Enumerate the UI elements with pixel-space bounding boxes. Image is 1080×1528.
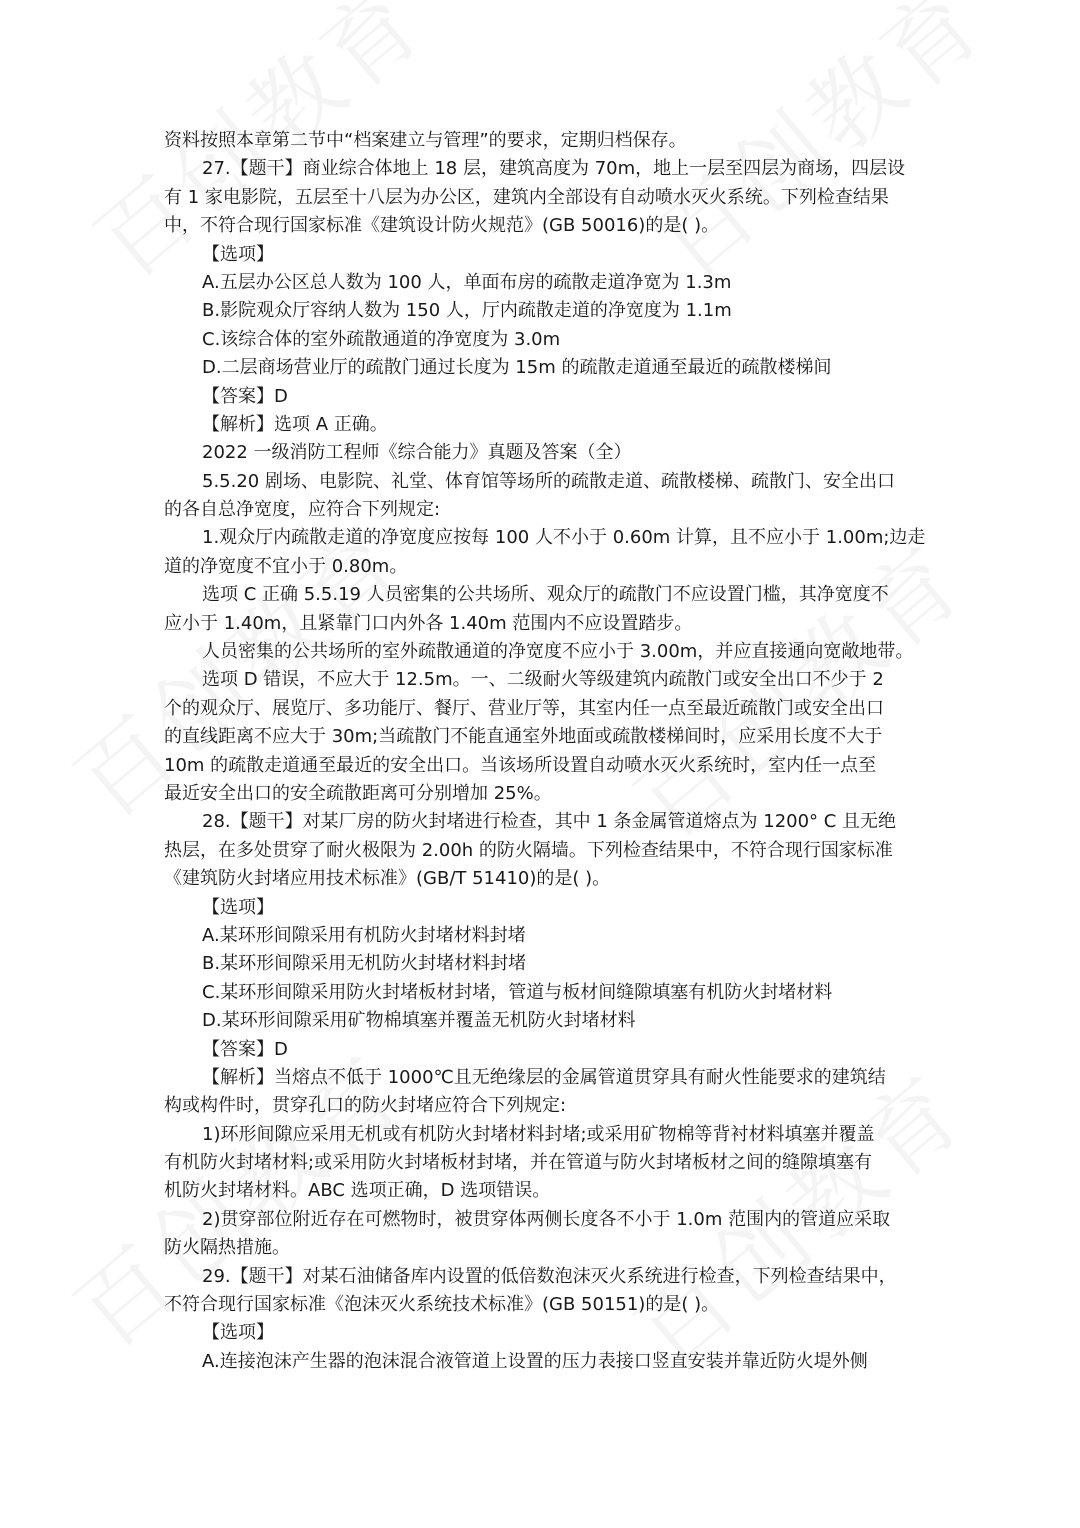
text-line: 29.【题干】对某石油储备库内设置的低倍数泡沫灭火系统进行检查，下列检查结果中， bbox=[202, 1265, 897, 1287]
text-line: 构或构件时，贯穿孔口的防火封堵应符合下列规定: bbox=[164, 1095, 567, 1117]
text-line: A.某环形间隙采用有机防火封堵材料封堵 bbox=[202, 924, 526, 946]
text-line: 1.观众厅内疏散走道的净宽度应按每 100 人不小于 0.60m 计算，且不应小于 1.00m;边走 bbox=[202, 527, 926, 549]
text-line: 《建筑防火封堵应用技术标准》(GB/T 51410)的是( )。 bbox=[164, 868, 611, 890]
text-line: 的各自总净宽度，应符合下列规定: bbox=[164, 499, 441, 521]
text-line: 不符合现行国家标准《泡沫灭火系统技术标准》(GB 50151)的是( )。 bbox=[164, 1294, 720, 1316]
text-line: B.影院观众厅容纳人数为 150 人，厅内疏散走道的净宽度为 1.1m bbox=[202, 300, 732, 322]
text-line: 27.【题干】商业综合体地上 18 层，建筑高度为 70m，地上一层至四层为商场，四层设 bbox=[202, 158, 906, 180]
text-line: 【选项】 bbox=[202, 243, 274, 265]
text-line: C.某环形间隙采用防火封堵板材封堵，管道与板材间缝隙填塞有机防火封堵材料 bbox=[202, 981, 833, 1003]
text-line: 【解析】选项 A 正确。 bbox=[202, 413, 388, 435]
text-line: 机防火封堵材料。ABC 选项正确，D 选项错误。 bbox=[164, 1180, 551, 1202]
text-line: 人员密集的公共场所的室外疏散通道的净宽度不应小于 3.00m，并应直接通向宽敞地带。 bbox=[202, 641, 914, 663]
text-line: 防火隔热措施。 bbox=[164, 1237, 290, 1259]
text-line: 【选项】 bbox=[202, 896, 274, 918]
text-line: 【解析】当熔点不低于 1000℃且无绝缘层的金属管道贯穿具有耐火性能要求的建筑结 bbox=[202, 1066, 886, 1088]
text-line: 选项 D 错误，不应大于 12.5m。一、二级耐火等级建筑内疏散门或安全出口不少于 2 bbox=[202, 669, 884, 691]
text-line: A.连接泡沫产生器的泡沫混合液管道上设置的压力表接口竖直安装并靠近防火堤外侧 bbox=[202, 1350, 868, 1372]
text-line: 中，不符合现行国家标准《建筑设计防火规范》(GB 50016)的是( )。 bbox=[164, 215, 720, 237]
text-line: D.二层商场营业厅的疏散门通过长度为 15m 的疏散走道通至最近的疏散楼梯间 bbox=[202, 357, 832, 379]
text-line: 应小于 1.40m，且紧靠门口内外各 1.40m 范围内不应设置踏步。 bbox=[164, 612, 693, 634]
text-line: 的直线距离不应大于 30m;当疏散门不能直通室外地面或疏散楼梯间时，应采用长度不大于 bbox=[164, 726, 883, 748]
text-line: 热层，在多处贯穿了耐火极限为 2.00h 的防火隔墙。下列检查结果中，不符合现行国家标准 bbox=[164, 839, 893, 861]
text-line: 1)环形间隙应采用无机或有机防火封堵材料封堵;或采用矿物棉等背衬材料填塞并覆盖 bbox=[202, 1123, 875, 1145]
text-line: 道的净宽度不宜小于 0.80m。 bbox=[164, 555, 408, 577]
text-line: 有 1 家电影院，五层至十八层为办公区，建筑内全部设有自动喷水灭火系统。下列检查结果 bbox=[164, 186, 889, 208]
text-line: 10m 的疏散走道通至最近的安全出口。当该场所设置自动喷水灭火系统时，室内任一点至 bbox=[164, 754, 877, 776]
text-line: B.某环形间隙采用无机防火封堵材料封堵 bbox=[202, 953, 527, 975]
text-line: A.五层办公区总人数为 100 人，单面布房的疏散走道净宽为 1.3m bbox=[202, 271, 732, 293]
text-line: 【选项】 bbox=[202, 1322, 274, 1344]
text-line: 2)贯穿部位附近存在可燃物时，被贯穿体两侧长度各不小于 1.0m 范围内的管道应采取 bbox=[202, 1208, 891, 1230]
text-line: 28.【题干】对某厂房的防火封堵进行检查，其中 1 条金属管道熔点为 1200° C 且无绝 bbox=[202, 811, 897, 833]
text-line: 【答案】D bbox=[202, 385, 288, 407]
text-line: 2022 一级消防工程师《综合能力》真题及答案（全） bbox=[202, 442, 632, 464]
text-line: 【答案】D bbox=[202, 1038, 288, 1060]
text-line: 资料按照本章第二节中“档案建立与管理”的要求，定期归档保存。 bbox=[164, 130, 687, 151]
text-line: 选项 C 正确 5.5.19 人员密集的公共场所、观众厅的疏散门不应设置门槛，其净宽度不 bbox=[202, 584, 889, 606]
text-line: 5.5.20 剧场、电影院、礼堂、体育馆等场所的疏散走道、疏散楼梯、疏散门、安全出口 bbox=[202, 470, 895, 492]
document-body bbox=[164, 127, 924, 1376]
text-line: 最近安全出口的安全疏散距离可分别增加 25%。 bbox=[164, 782, 552, 804]
text-line: C.该综合体的室外疏散通道的净宽度为 3.0m bbox=[202, 328, 561, 350]
text-line: 个的观众厅、展览厅、多功能厅、餐厅、营业厅等，其室内任一点至最近疏散门或安全出口 bbox=[164, 697, 884, 719]
text-line: 有机防火封堵材料;或采用防火封堵板材封堵，并在管道与防火封堵板材之间的缝隙填塞有 bbox=[164, 1152, 873, 1174]
text-line: D.某环形间隙采用矿物棉填塞并覆盖无机防火封堵材料 bbox=[202, 1010, 636, 1032]
